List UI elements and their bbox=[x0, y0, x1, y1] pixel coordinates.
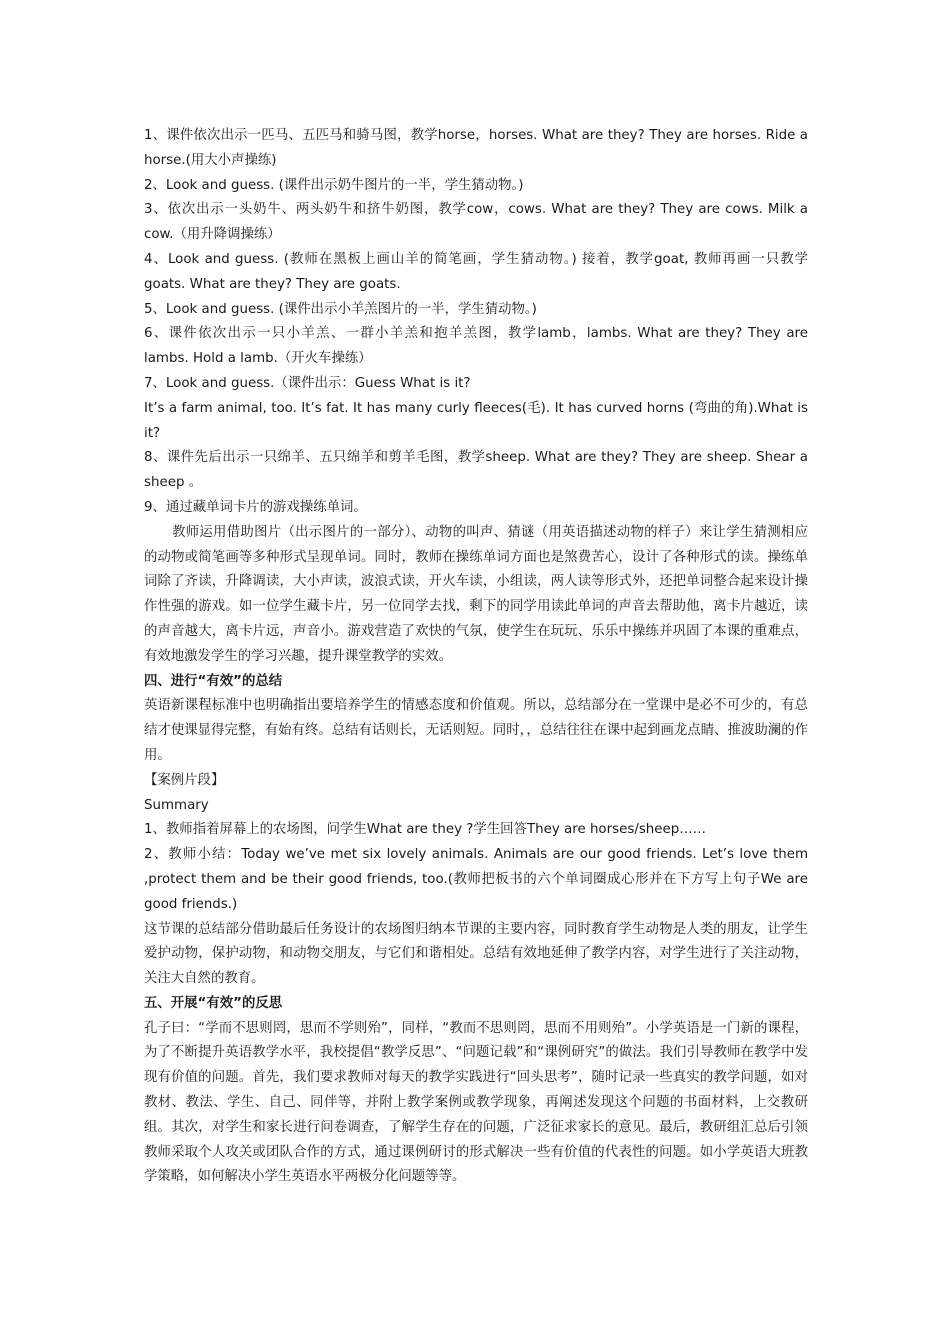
list-item-teacher-summary: 2、教师小结：Today we’ve met six lovely animals. Animals are our good friends. Let’s love them ,protect them and be their good friends, too.(教师把板书的六个单词圈成心形并在下方写上句子We are good friends.) bbox=[144, 847, 808, 912]
riddle-text: It’s a farm animal, too. It’s fat. It has many curly fleeces(毛). It has curved horns (弯曲的角).What is it? bbox=[144, 400, 808, 441]
list-item-lamb: 6、课件依次出示一只小羊羔、一群小羊羔和抱羊羔图，教学lamb，lambs. What are they? They are lambs. Hold a lamb.（开火车操练） bbox=[144, 326, 808, 367]
body-paragraph-summary-analysis: 这节课的总结部分借助最后任务设计的农场图归纳本节课的主要内容，同时教育学生动物是人类的朋友，让学生爱护动物，保护动物，和动物交朋友，与它们和谐相处。总结有效地延伸了教学内容，对学生进行了关注动物，关注大自然的教育。 bbox=[144, 921, 808, 987]
summary-label: Summary bbox=[144, 797, 209, 813]
list-item-guess-cow: 2、Look and guess. (课件出示奶牛图片的一半，学生猜动物。) bbox=[144, 177, 524, 193]
list-item-cow: 3、依次出示一头奶牛、两头奶牛和挤牛奶图，教学cow，cows. What are they? They are cows. Milk a cow.（用升降调操练） bbox=[144, 202, 808, 243]
list-item-guess-lamb: 5、Look and guess. (课件出示小羊羔图片的一半，学生猜动物。) bbox=[144, 301, 537, 317]
list-item-sheep: 8、课件先后出示一只绵羊、五只绵羊和剪羊毛图，教学sheep. What are they? They are sheep. Shear a sheep 。 bbox=[144, 450, 808, 491]
section-heading-reflection: 五、开展“有效”的反思 bbox=[144, 995, 283, 1011]
list-item-farm-picture: 1、教师指着屏幕上的农场图，问学生What are they ?学生回答They are horses/sheep…… bbox=[144, 822, 707, 838]
body-paragraph-summary-intro: 英语新课程标准中也明确指出要培养学生的情感态度和价值观。所以，总结部分在一堂课中是必不可少的，有总结才使课显得完整，有始有终。总结有话则长，无话则短。同时，，总结往往在课中起到画龙点睛、推波助澜的作用。 bbox=[144, 698, 808, 763]
document-body bbox=[144, 124, 808, 1190]
case-label: 【案例片段】 bbox=[144, 772, 225, 788]
body-paragraph-vocab-methods: 教师运用借助图片（出示图片的一部分）、动物的叫声、猜谜（用英语描述动物的样子）来让学生猜测相应的动物或简笔画等多种形式呈现单词。同时，教师在操练单词方面也是煞费苦心，设计了各种形式的读。操练单词除了齐读，升降调读，大小声读，波浪式读，开火车读，小组读，两人读等形式外，还把单词整合起来设计操作性强的游戏。如一位学生藏卡片，另一位同学去找，剩下的同学用读此单词的声音去帮助他，离卡片越近，读的声音越大，离卡片远，声音小。游戏营造了欢快的气氛，使学生在玩玩、乐乐中操练并巩固了本课的重难点，有效地激发学生的学习兴趣，提升课堂教学的实效。 bbox=[144, 524, 808, 664]
list-item-goat: 4、Look and guess. (教师在黑板上画山羊的简笔画，学生猜动物。) 接着，教学goat, 教师再画一只教学goats. What are they? They are goats. bbox=[144, 251, 808, 292]
list-item-horse: 1、课件依次出示一匹马、五匹马和骑马图，教学horse，horses. What are they? They are horses. Ride a horse.(用大小声操练) bbox=[144, 128, 808, 168]
list-item-guess-sheep: 7、Look and guess.（课件出示：Guess What is it? bbox=[144, 375, 471, 391]
section-heading-summary: 四、进行“有效”的总结 bbox=[144, 673, 283, 689]
body-paragraph-reflection: 孔子曰：“学而不思则罔，思而不学则殆”，同样，“教而不思则罔，思而不用则殆”。小学英语是一门新的课程，为了不断提升英语教学水平，我校提倡“教学反思”、“问题记载”和“课例研究”的做法。我们引导教师在教学中发现有价值的问题。首先，我们要求教师对每天的教学实践进行“回头思考”，随时记录一些真实的教学问题，如对教材、教法、学生、自己、同伴等，并附上教学案例或教学现象，再阐述发现这个问题的书面材料，上交教研组。其次，对学生和家长进行问卷调查，了解学生存在的问题，广泛征求家长的意见。最后，教研组汇总后引领教师采取个人攻关或团队合作的方式，通过课例研讨的形式解决一些有价值的代表性的问题。如小学英语大班教学策略，如何解决小学生英语水平两极分化问题等等。 bbox=[144, 1020, 808, 1185]
list-item-card-game: 9、通过藏单词卡片的游戏操练单词。 bbox=[144, 499, 367, 515]
